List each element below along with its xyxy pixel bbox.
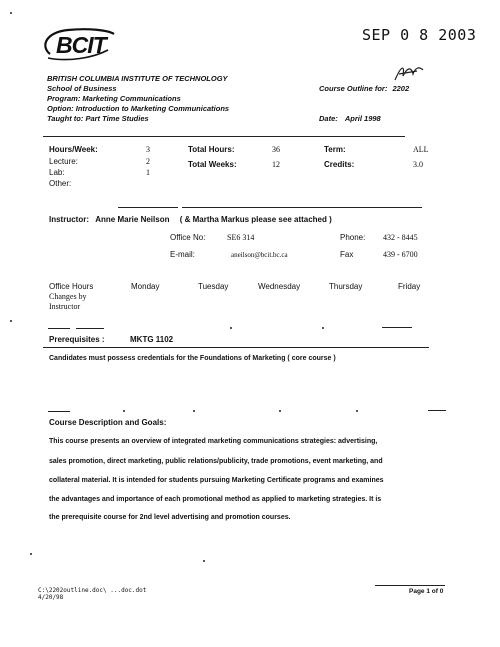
course-outline-number: 2202 [392, 84, 410, 93]
hours-divider-left [118, 207, 178, 208]
speck [193, 410, 195, 412]
description-line: the advantages and importance of each promotional method as applied to marketing strategies. It is [49, 496, 382, 503]
footer-divider [375, 585, 445, 586]
office-value: SE6 314 [227, 233, 255, 242]
footer-file: C:\2202outline.doc\ ...doc.dot [38, 587, 147, 594]
description-line: sales promotion, direct marketing, public relations/publicity, trade promotions, event marketing, and [49, 458, 383, 465]
total-weeks-label: Total Weeks: [188, 160, 237, 169]
total-hours-value: 36 [272, 145, 280, 154]
prereq-divider [43, 347, 429, 348]
total-hours-label: Total Hours: [188, 145, 235, 154]
day-wednesday: Wednesday [258, 282, 301, 291]
hours-divider-right [182, 207, 422, 208]
lecture-label: Lecture: [49, 157, 78, 166]
course-outline-label: Course Outline for: [319, 84, 388, 93]
fax-value: 439 - 6700 [383, 250, 418, 259]
lab-label: Lab: [49, 168, 65, 177]
signature-scribble-icon [393, 62, 425, 84]
lecture-value: 2 [146, 157, 150, 166]
office-divider-c [382, 327, 412, 328]
speck [203, 560, 205, 562]
phone-value: 432 - 8445 [383, 233, 418, 242]
speck [10, 320, 12, 322]
email-value: aneilson@bcit.bc.ca [231, 251, 288, 259]
date-label: Date: [319, 114, 338, 123]
description-heading: Course Description and Goals: [49, 418, 167, 427]
desc-divider-b [428, 410, 446, 411]
course-outline-line [319, 84, 409, 93]
speck [322, 327, 324, 329]
footer-date: 4/20/98 [38, 594, 64, 601]
hours-week-label: Hours/Week: [49, 145, 98, 154]
speck [279, 410, 281, 412]
speck [356, 410, 358, 412]
handwritten-note [393, 62, 425, 84]
school-name: School of Business [47, 84, 117, 93]
office-divider-b [76, 328, 104, 329]
total-weeks-value: 12 [272, 160, 280, 169]
instructor-label: Instructor: [49, 215, 89, 224]
institution-name: BRITISH COLUMBIA INSTITUTE OF TECHNOLOGY [47, 74, 228, 83]
logo-text: BCIT [56, 32, 106, 58]
phone-label: Phone: [340, 233, 366, 242]
speck [30, 553, 32, 555]
credits-label: Credits: [324, 160, 355, 169]
date-line [319, 114, 381, 123]
instructor-line [49, 215, 332, 224]
office-divider-a [48, 328, 70, 329]
day-friday: Friday [398, 282, 421, 291]
desc-divider-a [48, 411, 70, 412]
other-label: Other: [49, 179, 72, 188]
prereq-label: Prerequisites : [49, 335, 105, 344]
hours-week-value: 3 [146, 145, 150, 154]
day-monday: Monday [131, 282, 160, 291]
speck [123, 410, 125, 412]
header-divider [43, 136, 405, 137]
instructor-others: ( & Martha Markus please see attached ) [179, 215, 332, 224]
footer-page: Page 1 of 0 [409, 588, 444, 595]
email-label: E-mail: [170, 250, 195, 259]
program-name: Program: Marketing Communications [47, 94, 181, 103]
credits-value: 3.0 [413, 160, 423, 169]
day-thursday: Thursday [329, 282, 363, 291]
description-line: This course presents an overview of integrated marketing communications strategies: advertising, [49, 438, 378, 445]
speck [10, 12, 12, 14]
fax-label: Fax [340, 250, 354, 259]
instructor-name: Anne Marie Neilson [95, 215, 170, 224]
description-line: collateral material. It is intended for students pursuing Marketing Certificate programs and examines [49, 477, 384, 484]
speck [230, 327, 232, 329]
date-value: April 1998 [344, 114, 381, 123]
prereq-course: MKTG 1102 [130, 335, 174, 344]
office-label: Office No: [170, 233, 206, 242]
bcit-logo [38, 24, 118, 64]
lab-value: 1 [146, 168, 150, 177]
date-stamp: SEP 0 8 2003 [362, 26, 477, 44]
changes-by-instructor: Changes by Instructor [49, 292, 87, 311]
term-label: Term: [324, 145, 346, 154]
prereq-statement: Candidates must possess credentials for the Foundations of Marketing ( core course ) [49, 355, 336, 362]
office-hours-label: Office Hours [49, 282, 94, 291]
option-name: Option: Introduction to Marketing Communications [47, 104, 230, 113]
day-tuesday: Tuesday [198, 282, 229, 291]
taught-to: Taught to: Part Time Studies [47, 114, 149, 123]
description-line: the prerequisite course for 2nd level advertising and promotion courses. [49, 514, 291, 521]
term-value: ALL [413, 145, 429, 154]
